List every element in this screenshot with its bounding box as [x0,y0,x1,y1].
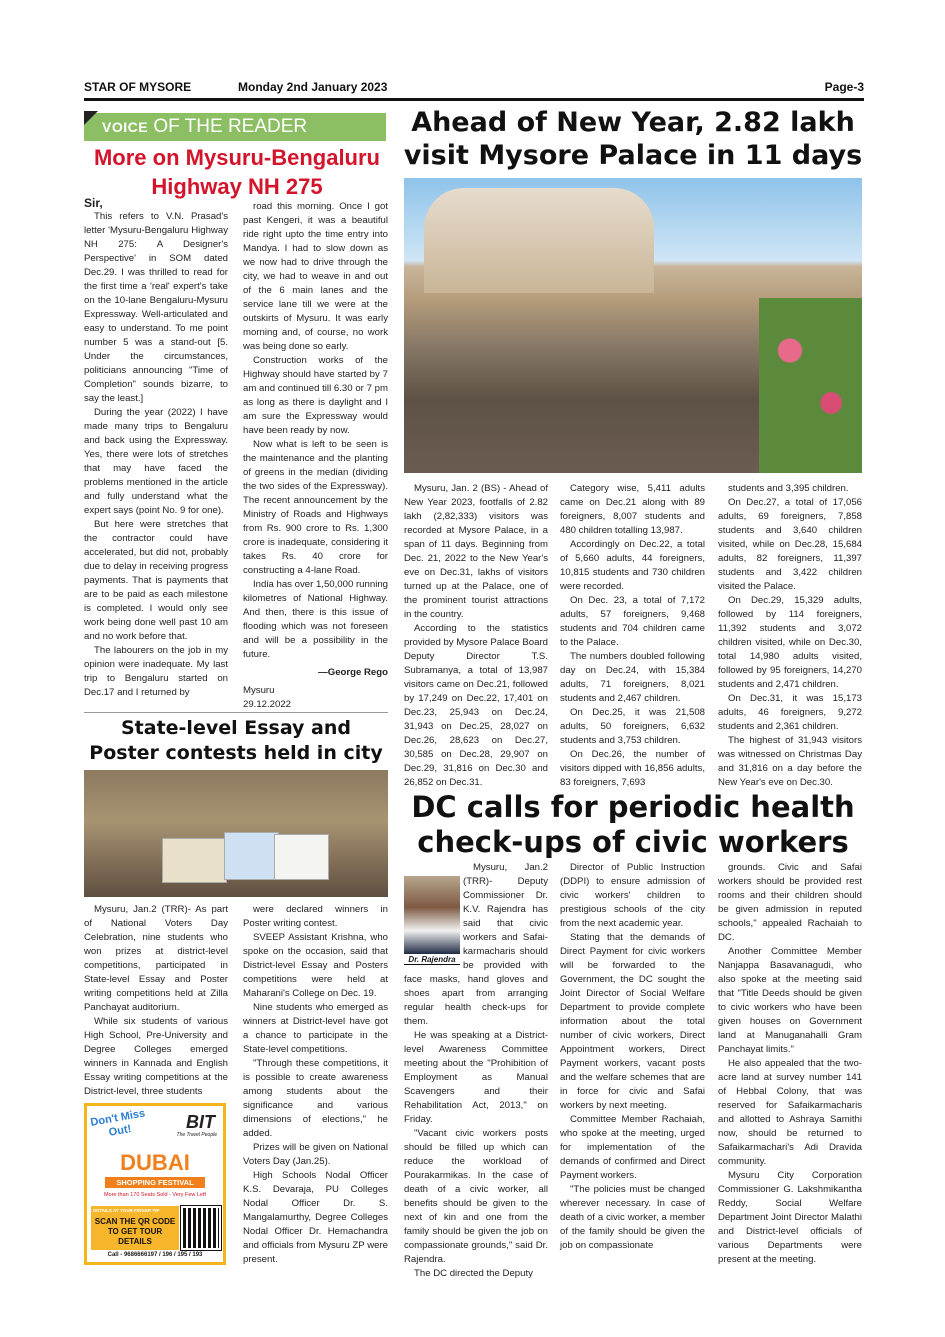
paragraph: Committee Member Rachaiah, who spoke at the meeting, urged for implementation of the demands of confirmed and Direct Payment workers. [560,1114,705,1181]
paragraph: The numbers doubled following day on Dec.24, with 15,384 adults, 71 foreigners, 8,021 students and 2,467 children. [560,651,705,704]
page-number: Page-3 [824,80,864,94]
students-posters-photo [84,770,388,897]
paragraph: "The policies must be changed wherever necessary. In case of death of a civic worker, a member of the family should be given the job on compassionate [560,1184,705,1251]
qr-code-icon[interactable] [181,1206,221,1250]
mysore-palace-crowd-photo [404,178,862,473]
ad-call: Call - 9686666197 / 196 / 195 / 193 [107,1252,203,1258]
paragraph: Category wise, 5,411 adults came on Dec.21 along with 89 foreigners, 8,007 students and 480 children totalling 13,987. [560,483,705,536]
letter-salutation: Sir, [84,196,103,210]
paragraph: Prizes will be given on National Voters Day (Jan.25). [243,1142,388,1167]
essay-column-2 [243,903,388,1267]
paragraph: The DC directed the Deputy [414,1268,533,1279]
paragraph: students and 3,395 children. [728,483,849,494]
masthead-rule [84,98,864,101]
flower-beds [759,298,862,473]
paragraph: While six students of various High School, Pre-University and Degree Colleges emerged winners in Kannada and English Essay writing competitions at the District-level, three students [84,1016,228,1097]
civic-headline: DC calls for periodic health check-ups of civic workers [411,790,855,859]
paragraph: He was speaking at a District-level Awareness Committee meeting about the "Prohibition of Employment as Manual Scavengers and their Rehabilitation Act, 2013," on Friday. [404,1030,548,1125]
paragraph: This refers to V.N. Prasad's letter 'Mysuru-Bengaluru Highway NH 275: A Designer's Perspective' in SOM dated Dec.29. I was thrilled to read for the first time a 'real' expert's take on the 10-lane Bengaluru-Mysuru Expressway. Well-articulated and easy to understand. To me point number 5 was a stand-out [5. Under the circumstances, politicians announcing "Time of Completion" sounds bizarre, to say the least.] [84,211,228,404]
letter-place: Mysuru [243,685,275,696]
ad-cta: SCAN THE QR CODE TO GET TOUR DETAILS [94,1217,176,1246]
paragraph: On Dec. 23, a total of 7,172 adults, 57 foreigners, 9,468 students and 704 children came to the Palace. [560,595,705,648]
divider [84,712,388,713]
paragraph: The labourers on the job in my opinion were inadequate. My last trip to Bengaluru started on Dec.17 and I returned by [84,645,228,698]
paragraph: road this morning. Once I got past Kengeri, it was a beautiful ride right upto the time entry into Mandya. I had to slow down as we now had to drive through the city, we had to weave in and out of the 6 main lanes and the service lane till we were at the outskirts of Mysuru. It was early morning and, of course, no work was being done so early. [243,201,388,352]
paragraph: On Dec.27, a total of 17,056 adults, 69 foreigners, 7,858 students and 3,640 children visited, while on Dec.28, 15,684 adults, 82 foreigners, 11,397 students and 3,422 children visited the Palace. [718,497,862,592]
voice-of-reader-banner [84,113,386,141]
ad-cta-box [91,1206,179,1250]
paragraph: Accordingly on Dec.22, a total of 5,660 adults, 44 foreigners, 10,815 students and 730 children were recorded. [560,539,705,592]
paragraph: were declared winners in Poster writing contest. [243,904,388,929]
paragraph: On Dec.29, 15,329 adults, followed by 114 foreigners, 11,392 students and 3,072 children visited, while on Dec.30, total 14,980 adults visited, followed by 95 foreigners, 14,270 students and 2,471 children. [718,595,862,690]
letter-signature: —George Rego [318,667,388,678]
paragraph: "Vacant civic workers posts should be filled up which can reduce the workload of Pourakarmikas. In the case of death of a civic worker, all benefits should be given to the next of kin and one from the family should be given the job on compassionate grounds," said Dr. Rajendra. [404,1128,548,1265]
palace-column-2 [560,482,705,790]
paragraph: Nine students who emerged as winners at District-level have got a chance to participate in the State-level competitions. [243,1002,388,1055]
dubai-shopping-festival-ad[interactable] [84,1103,226,1265]
letter-headline: More on Mysuru-Bengaluru Highway NH 275 [93,145,380,199]
ad-event: SHOPPING FESTIVAL [105,1177,205,1188]
paragraph: During the year (2022) I have made many trips to Bengaluru and back using the Expressway. Yes, there were lots of stretches that may have faced the problems mentioned in the article and fully understand what the expert says (point No. 9 for one). [84,407,228,516]
paragraph: But here were stretches that the contractor could have accelerated, but did not, probably due to delay in receiving progress payments. That is payments that are to be paid as each milestone is completed. I would only see work being done well past 10 am and no work before that. [84,519,228,642]
letter-date: 29.12.2022 [243,699,292,710]
letter-column-1 [84,196,228,700]
poster [274,834,329,880]
palace-building [424,188,654,293]
ad-brand-logo: BIT [186,1112,215,1132]
paragraph: SVEEP Assistant Krishna, who spoke on the occasion, said that District-level Essay and Posters competitions were held at Maharani's College on Dec. 19. [243,932,388,999]
letter-column-2 [243,200,388,712]
paper-name: STAR OF MYSORE [84,80,192,94]
paragraph: Mysuru City Corporation Commissioner G. Lakshmikantha Reddy, Social Welfare Department Joint Director Malathi and District-level officials of various Departments were present at the meeting. [718,1170,862,1265]
paragraph: On Dec.25, it was 21,508 adults, 50 foreigners, 6,632 students and 3,753 children. [560,707,705,746]
ad-tagline: The Travel People [176,1132,217,1138]
poster [224,832,279,880]
ad-badge: Don't Miss Out! [89,1107,146,1139]
paragraph: Mysuru, Jan.2 (TRR)- Deputy Commissioner Dr. K.V. Rajendra has said that civic workers and Safai-karmacharis should be provided with face masks, hand gloves and shoes apart from arranging regular health check-ups for them. [404,862,548,1027]
paragraph: According to the statistics provided by Mysore Palace Board Deputy Director T.S. Subramanya, a total of 13,987 visitors came on Dec.21, followed by 17,249 on Dec.22, 17,401 on Dec.23, 25,943 on Dec.24, 31,943 on Dec.25, 28,027 on Dec.26, 28,623 on Dec.27, 30,585 on Dec.28, 29,907 on Dec.29, 31,816 on Dec.30 and 26,852 on Dec.31. [404,623,548,788]
banner-rest: OF THE READER [153,116,308,137]
paragraph: Now what is left to be seen is the maintenance and the planting of greens in the median (dividing the two sides of the Expressway). The recent announcement by the Ministry of Roads and Highways from Rs. 900 crore to Rs. 1,300 crore is inadequate, considering it takes Rs. 40 crore for constructing a 4-lane Road. [243,439,388,576]
paragraph: Stating that the demands of Direct Payment for civic workers will be forwarded to the Government, the DC sought the Joint Director of Social Welfare Department to provide complete information about the total number of civic workers, Direct Appointment workers, Direct Payment workers, vacant posts and the welfare schemes that are in force for civic and Safai workers by next meeting. [560,932,705,1111]
essay-headline: State-level Essay and Poster contests held in city [89,717,383,764]
civic-column-2 [560,861,705,1253]
ad-seats: More than 170 Seats Sold - Very Few Left [103,1192,207,1198]
paragraph: "Through these competitions, it is possible to create awareness among students about the significance and various dimensions of elections," he added. [243,1058,388,1139]
paragraph: On Dec.31, it was 15,173 adults, 46 foreigners, 9,272 students and 2,361 children. [718,693,862,732]
corner-triangle-icon [84,111,98,125]
civic-column-3 [718,861,862,1267]
paragraph: India has over 1,50,000 running kilometres of National Highway. And then, there is this issue of flooding which was not foreseen and will be a possibility in the future. [243,579,388,660]
paragraph: Mysuru, Jan. 2 (BS) - Ahead of New Year 2023, footfalls of 2.82 lakh (2,82,333) visitors was recorded at Mysore Palace, in a span of 11 days. Beginning from Dec. 21, 2022 to the New Year's eve on Dec.31, lakhs of visitors turned up at the Palace, one of the prominent tourist attractions in the country. [404,483,548,620]
paragraph: Director of Public Instruction (DDPI) to ensure admission of civic workers' children to prestigious schools of the city from the next academic year. [560,862,705,929]
palace-column-1 [404,482,548,790]
ad-destination: DUBAI [120,1150,190,1175]
paragraph: The highest of 31,943 visitors was witnessed on Christmas Day and 31,816 on a day before the New Year's eve on Dec.30. [718,735,862,788]
paragraph: Another Committee Member Nanjappa Basavanagudi, who also spoke at the meeting said that "Title Deeds should be given to civic workers who have been given houses on Government land at Manuganahalli Gram Panchayat limits." [718,946,862,1055]
essay-column-1 [84,903,228,1099]
palace-headline: Ahead of New Year, 2.82 lakh visit Mysore Palace in 11 days [403,107,863,171]
civic-column-1 [404,861,548,1281]
paragraph: High Schools Nodal Officer K.S. Devaraja, PU Colleges Nodal Officer Dr. S. Mangalamurthy, Degree Colleges Nodal Officer Dr. Hemachandra and officials from Mysuru ZP were present. [243,1170,388,1265]
banner-voice: VOICE [102,119,149,135]
issue-date: Monday 2nd January 2023 [238,80,388,94]
paragraph: He also appealed that the two-acre land at survey number 141 of Hebbal Colony, that was reserved for Safaikarmacharis and allotted to Ashraya Samithi now, should be returned to Safaikarmachari's Adi Dravida community. [718,1058,862,1167]
paragraph: Mysuru, Jan.2 (TRR)- As part of National Voters Day Celebration, nine students who won prizes at district-level competitions, participated in State-level Essay and Poster writing competitions held at Zilla Panchayat auditorium. [84,904,228,1013]
poster [162,838,227,883]
photo-caption: Dr. Rajendra [404,955,460,965]
palace-column-3 [718,482,862,790]
paragraph: grounds. Civic and Safai workers should be provided rest rooms and their children should be given admission in reputed schools," appealed Rachaiah to DC. [718,862,862,943]
ad-details: DETAILS AT YOUR FINGER TIP [93,1208,160,1213]
paragraph: Construction works of the Highway should have started by 7 am and continued till 6.30 or 7 pm as long as there is daylight and I am sure the Expressway would have been ready by now. [243,355,388,436]
photo-float-space [404,861,463,968]
paragraph: On Dec.26, the number of visitors dipped with 16,856 adults, 83 foreigners, 7,693 [560,749,705,788]
